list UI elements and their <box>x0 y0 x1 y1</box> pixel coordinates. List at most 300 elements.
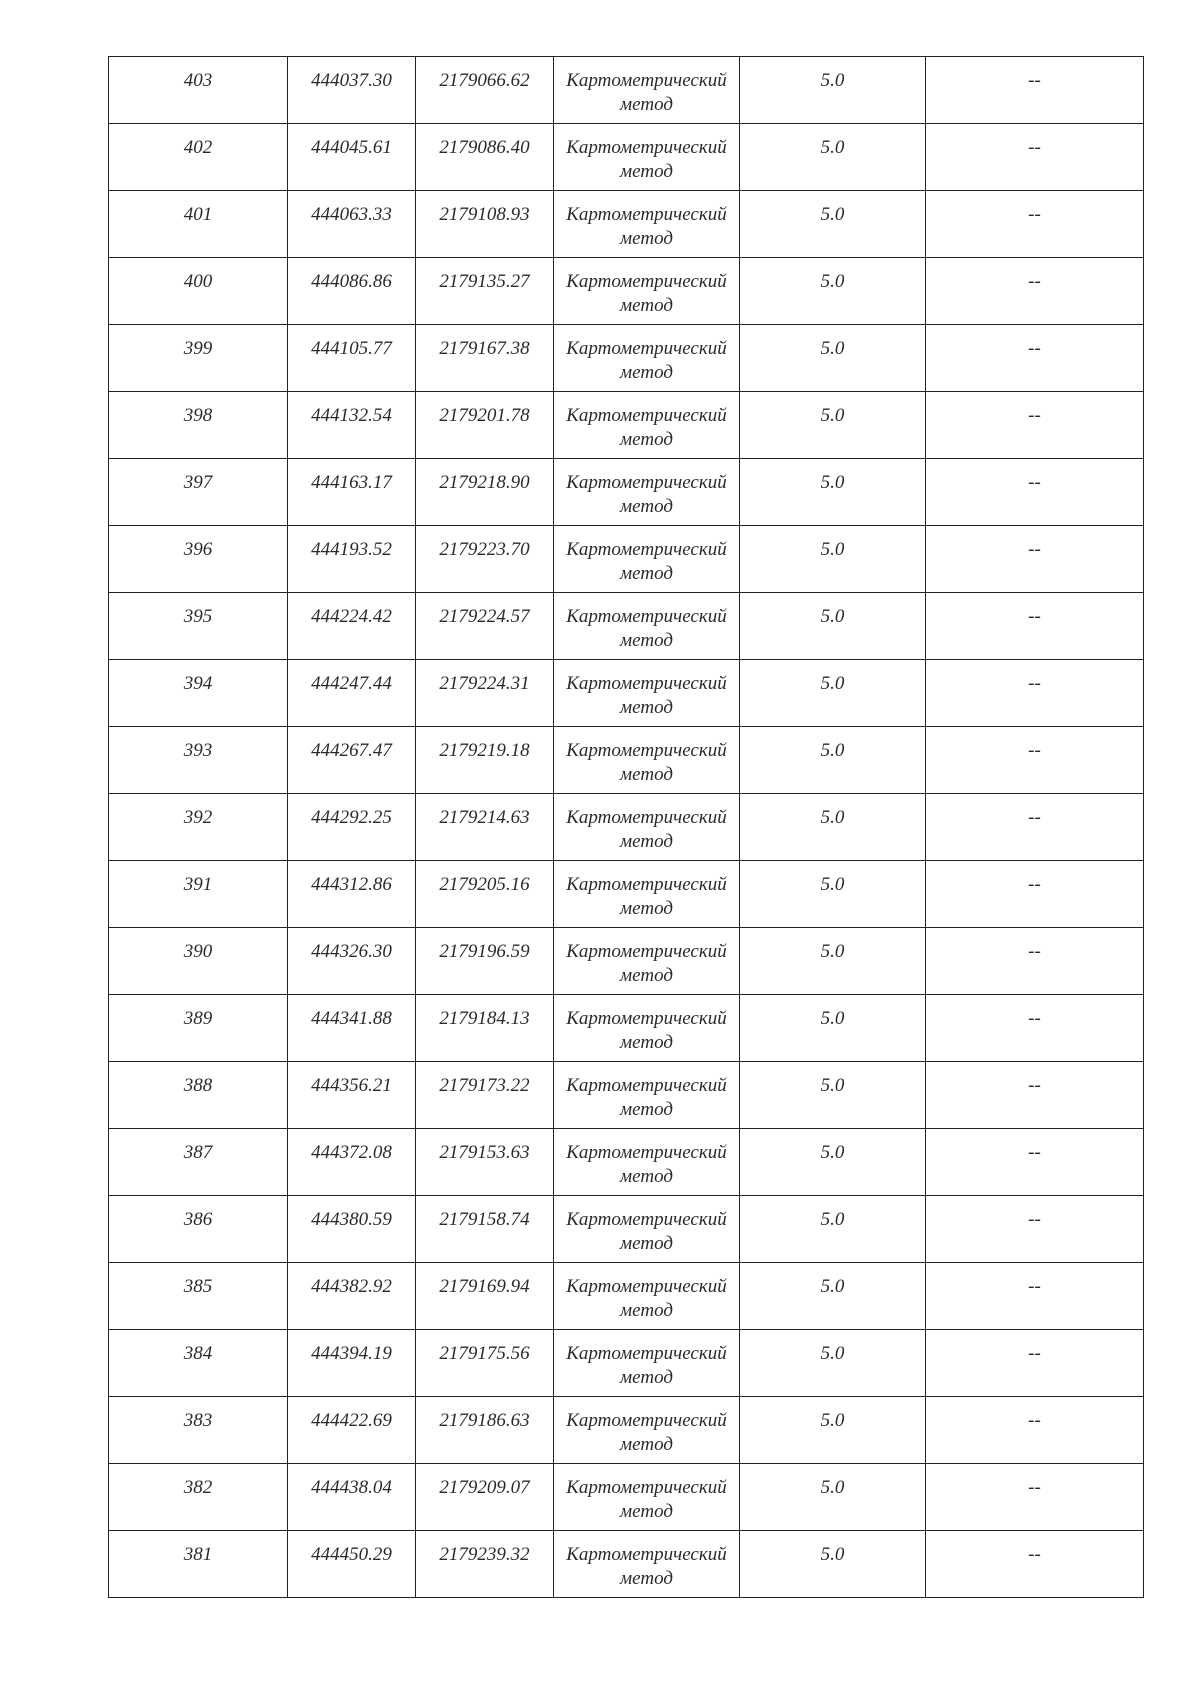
note-value: -- <box>1028 740 1041 761</box>
method-text-line1: Картометрический <box>566 673 727 694</box>
x-coordinate-cell <box>288 593 416 660</box>
note-cell <box>926 526 1144 593</box>
note-cell <box>926 1330 1144 1397</box>
x-coordinate-cell <box>288 258 416 325</box>
y-coordinate: 2179158.74 <box>439 1209 530 1230</box>
x-coordinate: 444450.29 <box>311 1544 392 1565</box>
accuracy-value: 5.0 <box>820 673 845 694</box>
method-text-line2: метод <box>620 429 673 450</box>
point-number: 398 <box>183 405 213 426</box>
note-cell <box>926 928 1144 995</box>
note-cell <box>926 325 1144 392</box>
method-text-line2: метод <box>620 94 673 115</box>
note-cell <box>926 727 1144 794</box>
note-value: -- <box>1028 1410 1041 1431</box>
table-row <box>109 660 1144 727</box>
y-coordinate-cell <box>416 593 554 660</box>
table-row <box>109 1397 1144 1464</box>
note-value: -- <box>1028 606 1041 627</box>
y-coordinate-cell <box>416 191 554 258</box>
table-row <box>109 794 1144 861</box>
note-cell <box>926 258 1144 325</box>
method-cell <box>554 57 740 124</box>
x-coordinate-cell <box>288 526 416 593</box>
method-text-line1: Картометрический <box>566 1142 727 1163</box>
method-cell <box>554 727 740 794</box>
note-cell <box>926 1464 1144 1531</box>
accuracy-cell <box>740 1397 926 1464</box>
accuracy-value: 5.0 <box>820 1008 845 1029</box>
note-value: -- <box>1028 1075 1041 1096</box>
table-row <box>109 1464 1144 1531</box>
point-number-cell <box>109 727 288 794</box>
method-text-line2: метод <box>620 1568 673 1589</box>
y-coordinate-cell <box>416 1397 554 1464</box>
method-text-line1: Картометрический <box>566 874 727 895</box>
method-text-line2: метод <box>620 965 673 986</box>
accuracy-cell <box>740 1531 926 1598</box>
y-coordinate: 2179209.07 <box>439 1477 530 1498</box>
x-coordinate-cell <box>288 191 416 258</box>
accuracy-cell <box>740 526 926 593</box>
accuracy-cell <box>740 995 926 1062</box>
note-cell <box>926 191 1144 258</box>
table-row <box>109 593 1144 660</box>
note-cell <box>926 392 1144 459</box>
x-coordinate: 444105.77 <box>311 338 392 359</box>
accuracy-value: 5.0 <box>820 1477 845 1498</box>
x-coordinate: 444193.52 <box>311 539 392 560</box>
y-coordinate: 2179214.63 <box>439 807 530 828</box>
x-coordinate: 444247.44 <box>311 673 392 694</box>
point-number: 385 <box>183 1276 213 1297</box>
y-coordinate-cell <box>416 928 554 995</box>
x-coordinate-cell <box>288 861 416 928</box>
y-coordinate: 2179086.40 <box>439 137 530 158</box>
method-text-line1: Картометрический <box>566 807 727 828</box>
table-row <box>109 1062 1144 1129</box>
point-number: 381 <box>183 1544 213 1565</box>
table-row <box>109 1129 1144 1196</box>
y-coordinate-cell <box>416 1129 554 1196</box>
y-coordinate: 2179186.63 <box>439 1410 530 1431</box>
x-coordinate: 444356.21 <box>311 1075 392 1096</box>
table-row <box>109 1263 1144 1330</box>
accuracy-cell <box>740 794 926 861</box>
note-cell <box>926 1397 1144 1464</box>
accuracy-cell <box>740 1062 926 1129</box>
method-text-line2: метод <box>620 161 673 182</box>
method-text-line1: Картометрический <box>566 137 727 158</box>
method-text-line1: Картометрический <box>566 1544 727 1565</box>
y-coordinate: 2179218.90 <box>439 472 530 493</box>
note-cell <box>926 124 1144 191</box>
x-coordinate: 444292.25 <box>311 807 392 828</box>
note-value: -- <box>1028 941 1041 962</box>
note-cell <box>926 1196 1144 1263</box>
note-value: -- <box>1028 405 1041 426</box>
point-number: 399 <box>183 338 213 359</box>
accuracy-cell <box>740 392 926 459</box>
point-number: 396 <box>183 539 213 560</box>
point-number: 402 <box>183 137 213 158</box>
note-cell <box>926 57 1144 124</box>
method-text-line2: метод <box>620 831 673 852</box>
y-coordinate: 2179173.22 <box>439 1075 530 1096</box>
accuracy-value: 5.0 <box>820 137 845 158</box>
method-cell <box>554 258 740 325</box>
y-coordinate: 2179223.70 <box>439 539 530 560</box>
point-number: 395 <box>183 606 213 627</box>
x-coordinate-cell <box>288 124 416 191</box>
table-row <box>109 392 1144 459</box>
method-text-line2: метод <box>620 228 673 249</box>
x-coordinate-cell <box>288 325 416 392</box>
accuracy-cell <box>740 1196 926 1263</box>
method-cell <box>554 1062 740 1129</box>
note-value: -- <box>1028 1477 1041 1498</box>
note-cell <box>926 1531 1144 1598</box>
point-number-cell <box>109 325 288 392</box>
accuracy-cell <box>740 861 926 928</box>
method-cell <box>554 660 740 727</box>
x-coordinate: 444341.88 <box>311 1008 392 1029</box>
point-number: 403 <box>183 70 213 91</box>
method-text-line1: Картометрический <box>566 1343 727 1364</box>
method-cell <box>554 459 740 526</box>
y-coordinate: 2179169.94 <box>439 1276 530 1297</box>
x-coordinate: 444045.61 <box>311 137 392 158</box>
accuracy-value: 5.0 <box>820 271 845 292</box>
y-coordinate-cell <box>416 526 554 593</box>
method-text-line1: Картометрический <box>566 740 727 761</box>
x-coordinate: 444422.69 <box>311 1410 392 1431</box>
x-coordinate-cell <box>288 1397 416 1464</box>
method-text-line1: Картометрический <box>566 1209 727 1230</box>
y-coordinate-cell <box>416 124 554 191</box>
point-number-cell <box>109 258 288 325</box>
point-number-cell <box>109 1263 288 1330</box>
method-text-line2: метод <box>620 1501 673 1522</box>
table-row <box>109 325 1144 392</box>
y-coordinate: 2179175.56 <box>439 1343 530 1364</box>
point-number: 391 <box>183 874 213 895</box>
y-coordinate: 2179239.32 <box>439 1544 530 1565</box>
method-text-line2: метод <box>620 496 673 517</box>
point-number-cell <box>109 1531 288 1598</box>
method-text-line1: Картометрический <box>566 70 727 91</box>
point-number: 390 <box>183 941 213 962</box>
method-text-line1: Картометрический <box>566 472 727 493</box>
note-value: -- <box>1028 472 1041 493</box>
note-value: -- <box>1028 1008 1041 1029</box>
x-coordinate-cell <box>288 1464 416 1531</box>
note-cell <box>926 995 1144 1062</box>
accuracy-cell <box>740 459 926 526</box>
note-cell <box>926 794 1144 861</box>
y-coordinate: 2179184.13 <box>439 1008 530 1029</box>
x-coordinate: 444267.47 <box>311 740 392 761</box>
x-coordinate-cell <box>288 1330 416 1397</box>
method-cell <box>554 392 740 459</box>
note-cell <box>926 861 1144 928</box>
x-coordinate: 444086.86 <box>311 271 392 292</box>
method-cell <box>554 995 740 1062</box>
accuracy-value: 5.0 <box>820 539 845 560</box>
x-coordinate-cell <box>288 1129 416 1196</box>
accuracy-value: 5.0 <box>820 941 845 962</box>
accuracy-cell <box>740 1129 926 1196</box>
accuracy-cell <box>740 660 926 727</box>
method-text-line1: Картометрический <box>566 1075 727 1096</box>
point-number-cell <box>109 593 288 660</box>
method-text-line2: метод <box>620 764 673 785</box>
table-body <box>109 57 1144 1598</box>
table-row <box>109 258 1144 325</box>
note-value: -- <box>1028 673 1041 694</box>
y-coordinate-cell <box>416 57 554 124</box>
y-coordinate: 2179135.27 <box>439 271 530 292</box>
method-text-line1: Картометрический <box>566 271 727 292</box>
table-row <box>109 861 1144 928</box>
accuracy-value: 5.0 <box>820 338 845 359</box>
y-coordinate: 2179153.63 <box>439 1142 530 1163</box>
note-cell <box>926 660 1144 727</box>
accuracy-value: 5.0 <box>820 807 845 828</box>
method-text-line2: метод <box>620 1099 673 1120</box>
method-text-line2: метод <box>620 563 673 584</box>
method-text-line1: Картометрический <box>566 204 727 225</box>
accuracy-cell <box>740 191 926 258</box>
method-cell <box>554 1330 740 1397</box>
point-number: 400 <box>183 271 213 292</box>
x-coordinate-cell <box>288 1531 416 1598</box>
accuracy-cell <box>740 1330 926 1397</box>
method-text-line2: метод <box>620 630 673 651</box>
accuracy-cell <box>740 928 926 995</box>
note-cell <box>926 1263 1144 1330</box>
method-cell <box>554 191 740 258</box>
y-coordinate: 2179167.38 <box>439 338 530 359</box>
method-text-line1: Картометрический <box>566 539 727 560</box>
note-cell <box>926 459 1144 526</box>
method-text-line1: Картометрический <box>566 1276 727 1297</box>
method-text-line2: метод <box>620 1434 673 1455</box>
method-text-line2: метод <box>620 1032 673 1053</box>
point-number-cell <box>109 1196 288 1263</box>
accuracy-value: 5.0 <box>820 874 845 895</box>
note-value: -- <box>1028 204 1041 225</box>
point-number-cell <box>109 794 288 861</box>
accuracy-cell <box>740 124 926 191</box>
x-coordinate-cell <box>288 1263 416 1330</box>
accuracy-value: 5.0 <box>820 606 845 627</box>
method-cell <box>554 1196 740 1263</box>
x-coordinate-cell <box>288 928 416 995</box>
accuracy-value: 5.0 <box>820 1209 845 1230</box>
table-row <box>109 459 1144 526</box>
point-number-cell <box>109 1129 288 1196</box>
x-coordinate-cell <box>288 660 416 727</box>
method-text-line2: метод <box>620 697 673 718</box>
method-text-line2: метод <box>620 898 673 919</box>
point-number-cell <box>109 459 288 526</box>
y-coordinate-cell <box>416 727 554 794</box>
coordinates-table <box>108 56 1144 1598</box>
note-value: -- <box>1028 137 1041 158</box>
accuracy-value: 5.0 <box>820 1343 845 1364</box>
y-coordinate: 2179201.78 <box>439 405 530 426</box>
y-coordinate-cell <box>416 660 554 727</box>
method-cell <box>554 526 740 593</box>
point-number: 386 <box>183 1209 213 1230</box>
y-coordinate-cell <box>416 392 554 459</box>
method-text-line1: Картометрический <box>566 1477 727 1498</box>
accuracy-cell <box>740 1464 926 1531</box>
note-value: -- <box>1028 70 1041 91</box>
y-coordinate-cell <box>416 325 554 392</box>
y-coordinate-cell <box>416 1464 554 1531</box>
method-text-line2: метод <box>620 1367 673 1388</box>
method-cell <box>554 325 740 392</box>
accuracy-value: 5.0 <box>820 1410 845 1431</box>
note-value: -- <box>1028 1544 1041 1565</box>
y-coordinate-cell <box>416 794 554 861</box>
note-cell <box>926 1129 1144 1196</box>
point-number-cell <box>109 191 288 258</box>
accuracy-cell <box>740 593 926 660</box>
x-coordinate: 444326.30 <box>311 941 392 962</box>
x-coordinate: 444438.04 <box>311 1477 392 1498</box>
y-coordinate: 2179108.93 <box>439 204 530 225</box>
method-text-line1: Картометрический <box>566 338 727 359</box>
note-value: -- <box>1028 807 1041 828</box>
point-number: 388 <box>183 1075 213 1096</box>
y-coordinate: 2179224.57 <box>439 606 530 627</box>
y-coordinate-cell <box>416 1531 554 1598</box>
table-row <box>109 191 1144 258</box>
accuracy-cell <box>740 57 926 124</box>
y-coordinate-cell <box>416 258 554 325</box>
y-coordinate-cell <box>416 995 554 1062</box>
x-coordinate-cell <box>288 1062 416 1129</box>
y-coordinate-cell <box>416 1263 554 1330</box>
point-number: 383 <box>183 1410 213 1431</box>
method-cell <box>554 928 740 995</box>
accuracy-value: 5.0 <box>820 405 845 426</box>
table-row <box>109 124 1144 191</box>
point-number-cell <box>109 861 288 928</box>
method-cell <box>554 1531 740 1598</box>
method-cell <box>554 593 740 660</box>
method-cell <box>554 861 740 928</box>
x-coordinate: 444063.33 <box>311 204 392 225</box>
point-number-cell <box>109 1464 288 1531</box>
note-value: -- <box>1028 271 1041 292</box>
method-cell <box>554 124 740 191</box>
table-row <box>109 995 1144 1062</box>
accuracy-cell <box>740 258 926 325</box>
note-value: -- <box>1028 338 1041 359</box>
x-coordinate: 444037.30 <box>311 70 392 91</box>
point-number: 397 <box>183 472 213 493</box>
point-number-cell <box>109 526 288 593</box>
point-number-cell <box>109 1330 288 1397</box>
point-number-cell <box>109 124 288 191</box>
x-coordinate-cell <box>288 459 416 526</box>
x-coordinate-cell <box>288 392 416 459</box>
y-coordinate-cell <box>416 1330 554 1397</box>
x-coordinate-cell <box>288 727 416 794</box>
y-coordinate: 2179205.16 <box>439 874 530 895</box>
accuracy-value: 5.0 <box>820 740 845 761</box>
accuracy-value: 5.0 <box>820 1276 845 1297</box>
y-coordinate: 2179224.31 <box>439 673 530 694</box>
note-value: -- <box>1028 1142 1041 1163</box>
accuracy-value: 5.0 <box>820 70 845 91</box>
method-text-line2: метод <box>620 1300 673 1321</box>
x-coordinate: 444312.86 <box>311 874 392 895</box>
point-number: 382 <box>183 1477 213 1498</box>
point-number-cell <box>109 1062 288 1129</box>
accuracy-cell <box>740 325 926 392</box>
point-number-cell <box>109 660 288 727</box>
method-cell <box>554 1263 740 1330</box>
x-coordinate: 444372.08 <box>311 1142 392 1163</box>
method-cell <box>554 1397 740 1464</box>
accuracy-value: 5.0 <box>820 472 845 493</box>
point-number: 392 <box>183 807 213 828</box>
table-row <box>109 727 1144 794</box>
y-coordinate: 2179066.62 <box>439 70 530 91</box>
note-value: -- <box>1028 1276 1041 1297</box>
x-coordinate-cell <box>288 1196 416 1263</box>
point-number-cell <box>109 1397 288 1464</box>
accuracy-cell <box>740 727 926 794</box>
method-cell <box>554 1464 740 1531</box>
note-value: -- <box>1028 539 1041 560</box>
method-text-line2: метод <box>620 1166 673 1187</box>
method-text-line1: Картометрический <box>566 606 727 627</box>
y-coordinate-cell <box>416 1196 554 1263</box>
point-number-cell <box>109 392 288 459</box>
note-value: -- <box>1028 1343 1041 1364</box>
point-number: 394 <box>183 673 213 694</box>
method-text-line1: Картометрический <box>566 1410 727 1431</box>
point-number: 393 <box>183 740 213 761</box>
x-coordinate-cell <box>288 794 416 861</box>
accuracy-value: 5.0 <box>820 1544 845 1565</box>
note-value: -- <box>1028 1209 1041 1230</box>
x-coordinate: 444382.92 <box>311 1276 392 1297</box>
y-coordinate-cell <box>416 1062 554 1129</box>
point-number: 389 <box>183 1008 213 1029</box>
method-text-line2: метод <box>620 295 673 316</box>
point-number: 401 <box>183 204 213 225</box>
x-coordinate: 444394.19 <box>311 1343 392 1364</box>
note-cell <box>926 1062 1144 1129</box>
accuracy-value: 5.0 <box>820 1142 845 1163</box>
x-coordinate-cell <box>288 57 416 124</box>
method-text-line2: метод <box>620 1233 673 1254</box>
x-coordinate: 444163.17 <box>311 472 392 493</box>
point-number: 387 <box>183 1142 213 1163</box>
note-cell <box>926 593 1144 660</box>
x-coordinate-cell <box>288 995 416 1062</box>
x-coordinate: 444224.42 <box>311 606 392 627</box>
x-coordinate: 444380.59 <box>311 1209 392 1230</box>
accuracy-value: 5.0 <box>820 204 845 225</box>
